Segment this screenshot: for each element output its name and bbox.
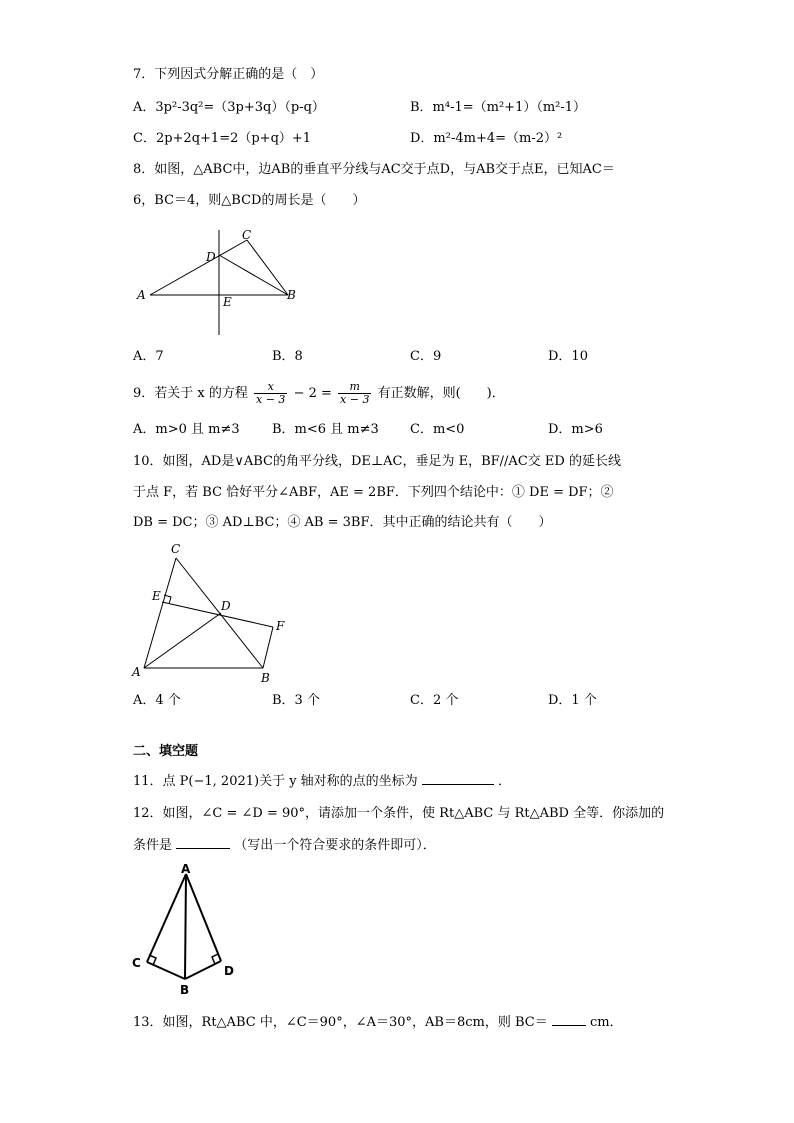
q10-option-d: D．1 个 xyxy=(548,693,597,708)
q10-label-c: C xyxy=(171,542,181,556)
q10-label-e: E xyxy=(152,589,161,603)
q9-fraction-1 xyxy=(254,381,287,406)
q8-label-b: B xyxy=(287,288,296,302)
q13-stem xyxy=(133,1013,623,1032)
q12-figure xyxy=(128,862,243,1002)
q12-stem-pre: 条件是 xyxy=(133,838,173,853)
q10-option-a: A．4 个 xyxy=(133,693,181,708)
q12-label-d: D xyxy=(224,964,234,978)
q9-option-b: B．m<6 且 m≠3 xyxy=(272,422,379,437)
q9-frac1-num: x xyxy=(254,381,287,394)
q10-label-d: D xyxy=(221,599,231,613)
q9-option-c: C．m<0 xyxy=(410,422,465,437)
q10-label-b: B xyxy=(261,671,270,685)
q10-option-c: C．2 个 xyxy=(410,693,459,708)
q8-label-d: D xyxy=(206,250,216,264)
q8-label-a: A xyxy=(137,288,146,302)
q7-option-d: D．m²-4m+4=（m-2）² xyxy=(410,131,563,146)
q8-label-c: C xyxy=(242,228,252,242)
q8-option-a: A．7 xyxy=(133,349,164,364)
q12-stem-line2 xyxy=(133,836,436,855)
q9-option-d: D．m>6 xyxy=(548,422,603,437)
q11-stem-pre: 11．点 P(−1, 2021)关于 y 轴对称的点的坐标为 xyxy=(133,774,418,789)
q11-answer-blank[interactable] xyxy=(422,772,494,785)
q10-stem-line2: 于点 F，若 BC 恰好平分∠ABF，AE = 2BF．下列四个结论中：① DE = DF；② xyxy=(133,485,614,500)
q13-stem-post: cm． xyxy=(590,1015,623,1030)
q10-stem-line3: DB = DC；③ AD⊥BC；④ AB = 3BF．其中正确的结论共有（ ） xyxy=(133,515,552,530)
q8-label-e: E xyxy=(223,295,232,309)
q9-fraction-2 xyxy=(338,381,371,406)
q7-option-a: A．3p²-3q²=（3p+3q）（p-q） xyxy=(133,100,325,115)
q12-label-a: A xyxy=(181,862,191,876)
q12-answer-blank[interactable] xyxy=(176,836,230,849)
q8-figure xyxy=(130,225,310,340)
q9-option-a: A．m>0 且 m≠3 xyxy=(133,422,240,437)
q7-option-b: B．m⁴-1=（m²+1）（m²-1） xyxy=(410,100,587,115)
q7-stem: 7．下列因式分解正确的是（ ） xyxy=(133,67,324,82)
q12-label-b: B xyxy=(180,983,190,997)
q8-stem-line1: 8．如图，△ABC中，边AB的垂直平分线与AC交于点D，与AB交于点E，已知AC＝ xyxy=(133,162,615,177)
q10-label-f: F xyxy=(276,619,285,633)
q8-option-d: D．10 xyxy=(548,349,588,364)
q11-stem xyxy=(133,772,511,791)
q9-frac1-den: x − 3 xyxy=(256,393,286,406)
q8-option-c: C．9 xyxy=(410,349,442,364)
q13-stem-pre: 13．如图，Rt△ABC 中，∠C＝90°，∠A＝30°，AB＝8cm，则 BC＝ xyxy=(133,1015,548,1030)
q10-label-a: A xyxy=(132,665,141,679)
q10-figure xyxy=(128,540,298,685)
q12-stem-line1: 12．如图，∠C = ∠D = 90°，请添加一个条件，使 Rt△ABC 与 Rt△ABD 全等．你添加的 xyxy=(133,806,665,821)
q9-frac2-den: x − 3 xyxy=(340,393,370,406)
q7-option-c: C．2p+2q+1=2（p+q）+1 xyxy=(133,131,312,146)
q9-stem xyxy=(133,380,505,408)
q9-frac2-num: m xyxy=(338,381,371,394)
q13-answer-blank[interactable] xyxy=(552,1013,586,1026)
q8-option-b: B．8 xyxy=(272,349,303,364)
q9-stem-mid: − 2 = xyxy=(293,386,332,401)
q9-stem-post: 有正数解，则( )． xyxy=(377,386,505,401)
q10-stem-line1: 10．如图，AD是∨ABC的角平分线，DE⊥AC，垂足为 E，BF//AC交 ED 的延长线 xyxy=(133,454,621,469)
q8-stem-line2: 6，BC＝4，则△BCD的周长是（ ） xyxy=(133,193,366,208)
q11-stem-post: ． xyxy=(497,774,511,789)
q9-stem-pre: 9．若关于 x 的方程 xyxy=(133,386,248,401)
q10-option-b: B．3 个 xyxy=(272,693,320,708)
q12-label-c: C xyxy=(132,956,141,970)
q12-stem-post: （写出一个符合要求的条件即可）． xyxy=(234,838,436,853)
section-title-fill-in: 二、填空题 xyxy=(133,744,199,759)
